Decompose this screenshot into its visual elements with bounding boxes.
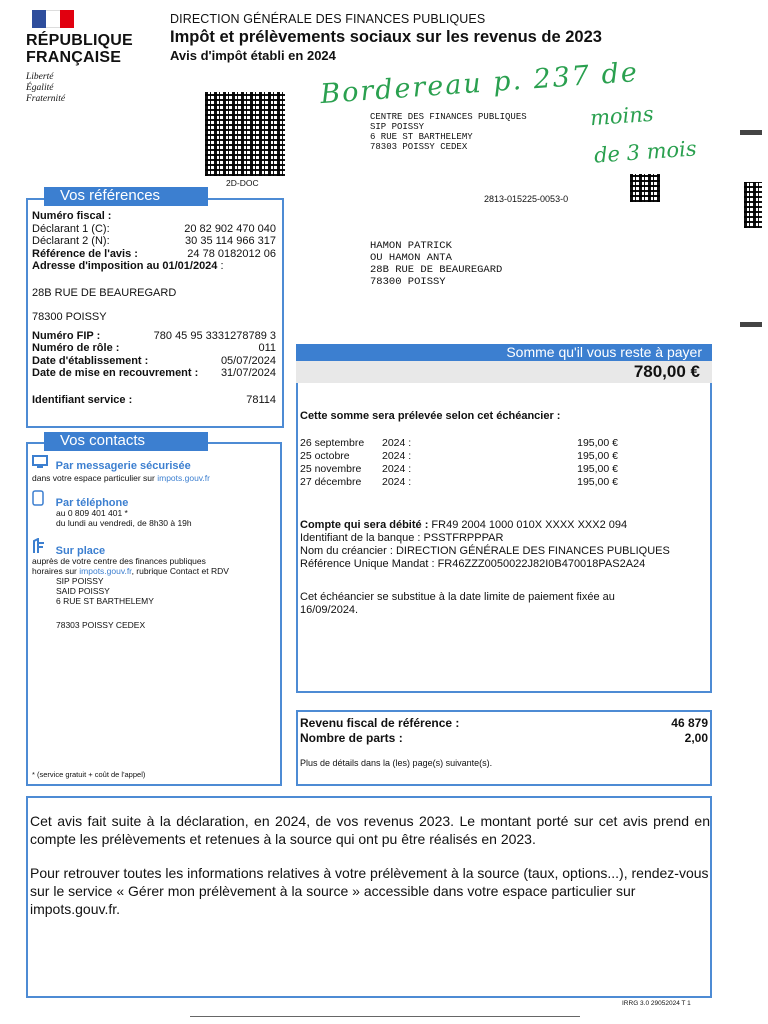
- addressee: [370, 240, 502, 288]
- etab-value: 05/07/2024: [220, 354, 276, 367]
- declarant2-row: [32, 235, 276, 248]
- declarant1-label: Déclarant 1 (C):: [32, 222, 110, 235]
- marianne-flag-logo: [32, 10, 74, 28]
- parts-row: [300, 731, 708, 746]
- recouv-label: Date de mise en recouvrement :: [32, 367, 199, 379]
- schedule-year: 2024 :: [382, 476, 412, 488]
- devise-egalite: Égalité: [26, 83, 54, 93]
- centre-line: 6 RUE ST BARTHELEMY: [370, 132, 473, 142]
- schedule-amount: 195,00 €: [577, 463, 618, 475]
- sip-line: 6 RUE ST BARTHELEMY: [56, 596, 154, 606]
- ref-avis-row: [32, 248, 276, 261]
- schedule-year: 2024 :: [382, 450, 412, 462]
- service-row: [32, 394, 276, 407]
- datamatrix-2d-doc-icon: [205, 92, 285, 176]
- fip-row: [32, 330, 276, 343]
- addressee-line: 28B RUE DE BEAUREGARD: [370, 264, 503, 276]
- footer-code: IRRG 3.0 29052024 T 1: [622, 1000, 691, 1007]
- schedule-intro: Cette somme sera prélevée selon cet échéancier :: [300, 410, 561, 422]
- info-content: [30, 812, 710, 918]
- schedule-date: 25 octobre: [300, 450, 350, 462]
- references-title: Vos références: [44, 187, 208, 206]
- schedule-year: 2024 :: [382, 463, 412, 475]
- schedule-row: [300, 437, 704, 450]
- addressee-line: 78300 POISSY: [370, 276, 446, 288]
- place-text2b: , rubrique Contact et RDV: [131, 566, 229, 576]
- addressee-line: OU HAMON ANTA: [370, 252, 452, 264]
- schedule-amount: 195,00 €: [577, 450, 618, 462]
- handwritten-note-line2: moins: [589, 101, 655, 131]
- creditor: Nom du créancier : DIRECTION GÉNÉRALE DES FINANCES PUBLIQUES: [300, 545, 670, 557]
- schedule-note-line1: Cet échéancier se substitue à la date limite de paiement fixée au: [300, 591, 615, 603]
- phone-hours: du lundi au vendredi, de 8h30 à 19h: [56, 518, 192, 528]
- fip-value: 780 45 95 3331278789 3: [153, 329, 276, 342]
- place-text: [32, 556, 278, 630]
- sip-line: SIP POISSY: [56, 576, 104, 586]
- adresse-line1: 28B RUE DE BEAUREGARD: [32, 286, 177, 299]
- adresse-line2: 78300 POISSY: [32, 311, 107, 323]
- rfr-value: 46 879: [671, 716, 708, 730]
- debit-value: FR49 2004 1000 010X XXXX XXX2 094: [431, 519, 628, 531]
- declarant2-label: Déclarant 2 (N):: [32, 235, 110, 247]
- flag-red: [60, 10, 74, 28]
- devise-fraternite: Fraternité: [26, 94, 66, 104]
- etab-row: [32, 355, 276, 368]
- handwritten-note-line1: Bordereau p. 237 de: [319, 56, 640, 111]
- parts-value: 2,00: [684, 731, 708, 745]
- schedule-row: [300, 476, 704, 489]
- numero-fiscal-label: Numéro fiscal :: [32, 210, 112, 222]
- declarant1-row: [32, 223, 276, 236]
- republique-francaise-title: [26, 32, 133, 66]
- schedule-date: 26 septembre: [300, 437, 365, 449]
- small-datamatrix-icon: [630, 174, 660, 202]
- datamatrix-caption: 2D-DOC: [226, 178, 259, 188]
- debit-label: Compte qui sera débité :: [300, 519, 429, 531]
- contacts-footnote: * (service gratuit + coût de l'appel): [32, 770, 146, 779]
- dgfip-heading: DIRECTION GÉNÉRALE DES FINANCES PUBLIQUES: [170, 12, 486, 26]
- bank-id: Identifiant de la banque : PSSTFRPPPAR: [300, 532, 504, 544]
- declarant1-value: 20 82 902 470 040: [184, 222, 276, 235]
- schedule-date: 25 novembre: [300, 463, 362, 475]
- place-text1: auprès de votre centre des finances publiques: [32, 556, 206, 566]
- contacts-title: Vos contacts: [44, 432, 208, 451]
- centre-line: 78303 POISSY CEDEX: [370, 142, 468, 152]
- rfr-label: Revenu fiscal de référence :: [300, 716, 460, 730]
- edge-barcode-icon: [744, 182, 762, 228]
- centre-line: CENTRE DES FINANCES PUBLIQUES: [370, 112, 527, 122]
- computer-icon: [32, 457, 52, 472]
- messaging-text-row: [32, 473, 210, 483]
- schedule-date: 27 décembre: [300, 476, 362, 488]
- service-label: Identifiant service :: [32, 393, 133, 406]
- recouv-value: 31/07/2024: [220, 367, 276, 379]
- centre-address: [370, 112, 527, 152]
- parts-label: Nombre de parts :: [300, 731, 403, 745]
- schedule-year: 2024 :: [382, 437, 412, 449]
- phone-title: Par téléphone: [55, 497, 129, 509]
- place-text2: [32, 566, 278, 576]
- mandate-reference: Référence Unique Mandat : FR46ZZZ0050022J82I0B470018PAS2A24: [300, 558, 646, 570]
- payment-content: [300, 410, 704, 617]
- reference-code: 2813-015225-0053-0: [484, 194, 569, 204]
- ref-avis-label: Référence de l'avis :: [32, 247, 138, 260]
- phone-number: au 0 809 401 401 *: [56, 508, 128, 518]
- role-row: [32, 342, 276, 355]
- fip-label: Numéro FIP :: [32, 329, 101, 342]
- place-link[interactable]: impots.gouv.fr: [79, 566, 132, 576]
- phone-icon: [32, 494, 48, 509]
- adresse-colon: :: [220, 260, 224, 272]
- adresse-label: Adresse d'imposition au 01/01/2024: [32, 260, 218, 272]
- schedule-row: [300, 450, 704, 463]
- role-label: Numéro de rôle :: [32, 342, 120, 354]
- handwritten-note-line3: de 3 mois: [593, 136, 698, 168]
- flag-blue: [32, 10, 46, 28]
- document-subtitle: Avis d'impôt établi en 2024: [170, 48, 336, 63]
- rfr-row: [300, 716, 708, 731]
- edge-mark: [740, 322, 762, 327]
- place-text2a: horaires sur: [32, 566, 77, 576]
- debit-row: [300, 519, 704, 532]
- references-content: [32, 210, 276, 406]
- payment-amount: 780,00 €: [296, 361, 712, 383]
- contact-messaging: [32, 455, 191, 474]
- location-icon: [32, 542, 50, 557]
- declarant2-value: 30 35 114 966 317: [185, 235, 276, 247]
- messaging-title: Par messagerie sécurisée: [55, 460, 191, 472]
- recouv-row: [32, 367, 276, 380]
- revenu-content: [300, 716, 708, 771]
- addressee-line: HAMON PATRICK: [370, 240, 452, 252]
- devise: [26, 72, 65, 105]
- etab-label: Date d'établissement :: [32, 354, 149, 367]
- sip-line: SAID POISSY: [56, 586, 110, 596]
- info-paragraph1: Cet avis fait suite à la déclaration, en 2024, de vos revenus 2023. Le montant porté sur cet avis prend en compte les prélèvements et retenues à la source qui ont pu être réalisés en 2023.: [30, 813, 710, 847]
- payment-header: Somme qu'il vous reste à payer: [296, 344, 712, 361]
- schedule-amount: 195,00 €: [577, 476, 618, 488]
- messaging-link[interactable]: impots.gouv.fr: [157, 473, 210, 483]
- edge-mark: [740, 130, 762, 135]
- schedule-note-line2: 16/09/2024.: [300, 604, 359, 616]
- adresse-label-row: [32, 260, 276, 273]
- place-title: Sur place: [55, 545, 106, 557]
- ref-avis-value: 24 78 0182012 06: [187, 247, 276, 260]
- document-title: Impôt et prélèvements sociaux sur les revenus de 2023: [170, 28, 602, 46]
- schedule-table: [300, 437, 704, 489]
- service-value: 78114: [246, 393, 276, 406]
- messaging-text: dans votre espace particulier sur: [32, 473, 155, 483]
- rf-line2: FRANÇAISE: [26, 49, 122, 66]
- flag-white: [46, 10, 60, 28]
- schedule-amount: 195,00 €: [577, 437, 618, 449]
- schedule-row: [300, 463, 704, 476]
- footer-line: [190, 1016, 580, 1017]
- revenu-details: Plus de détails dans la (les) page(s) suivante(s).: [300, 758, 493, 768]
- role-value: 011: [258, 342, 276, 354]
- info-paragraph2: Pour retrouver toutes les informations relatives à votre prélèvement à la source (taux, options...), rendez-vous sur le service « Gérer mon prélèvement à la source » accessible dans votre espace particulier sur impots.gouv.fr.: [30, 865, 709, 917]
- rf-line1: RÉPUBLIQUE: [26, 32, 133, 49]
- centre-line: SIP POISSY: [370, 122, 425, 132]
- devise-liberte: Liberté: [26, 72, 54, 82]
- sip-line: 78303 POISSY CEDEX: [56, 620, 146, 630]
